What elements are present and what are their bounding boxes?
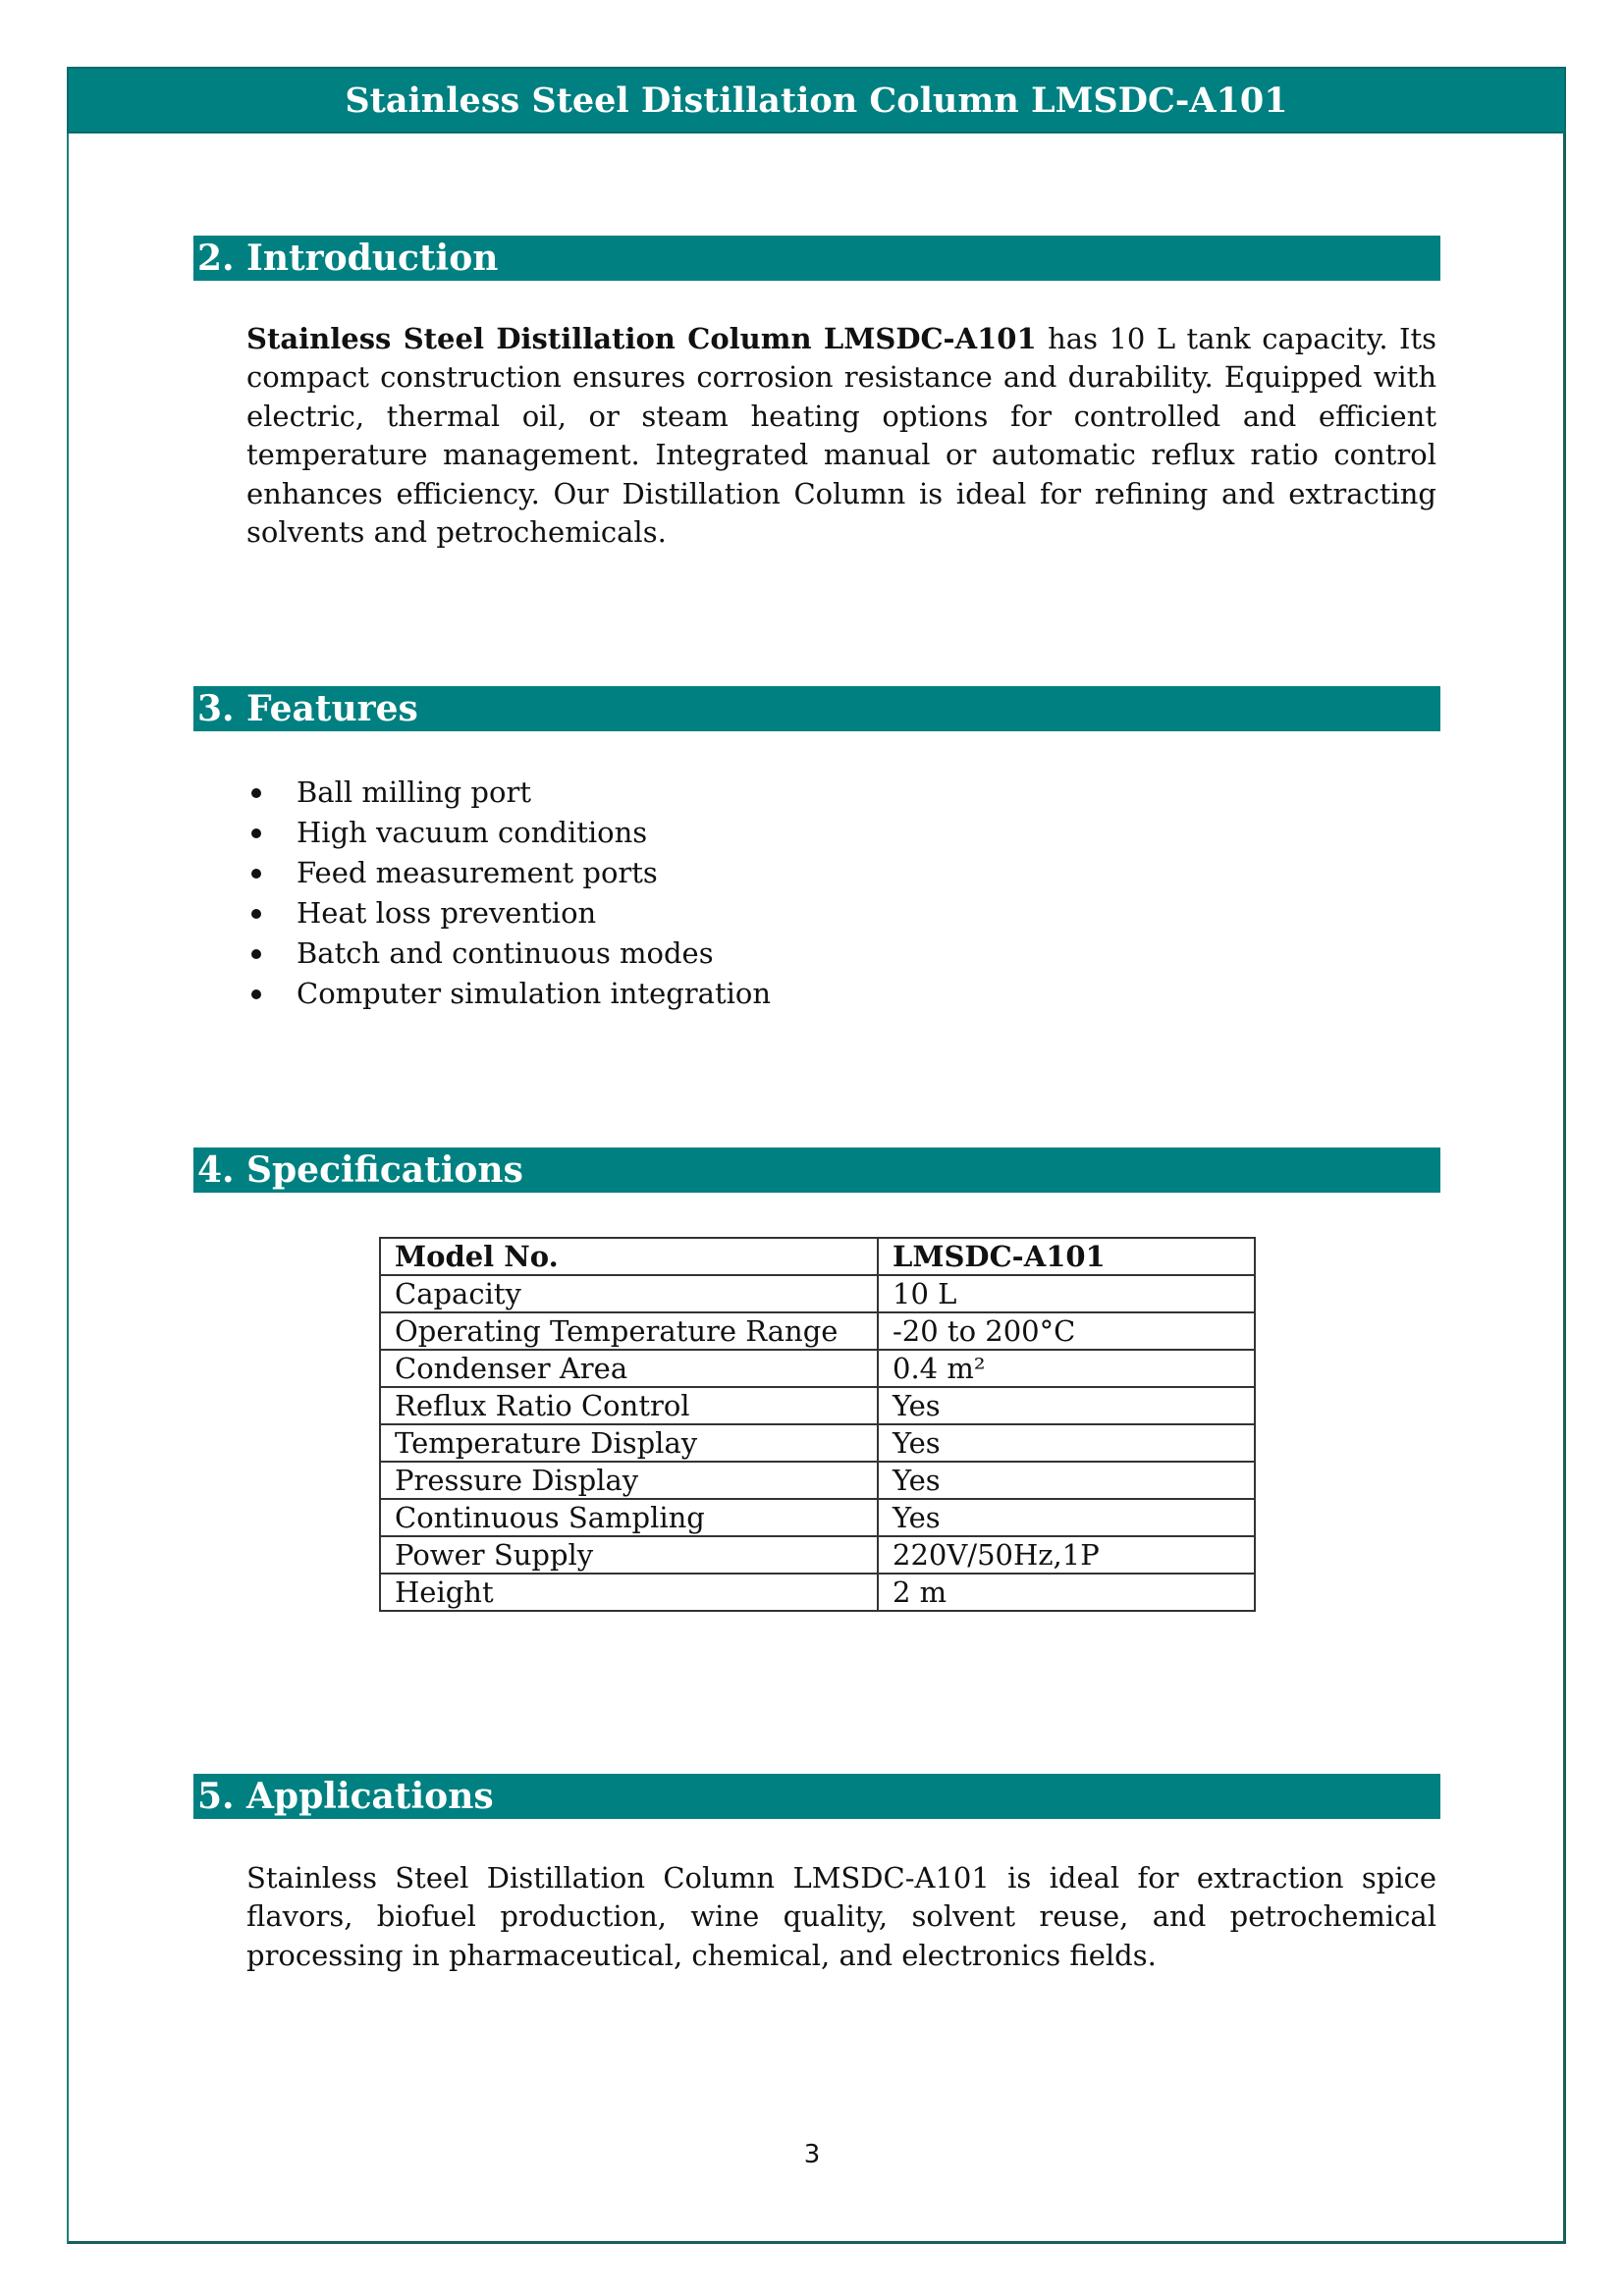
section-title: Introduction [246,238,499,279]
table-row [380,1350,1255,1387]
list-item: High vacuum conditions [246,813,771,853]
section-number: 5. [197,1776,235,1817]
spec-label: Power Supply [380,1536,878,1574]
specifications-table [379,1237,1256,1612]
introduction-lead: Stainless Steel Distillation Column LMSDC-A101 [246,322,1037,355]
spec-label: Reflux Ratio Control [380,1387,878,1424]
section-number: 4. [197,1149,235,1191]
section-title: Specifications [246,1149,523,1191]
list-item: Ball milling port [246,773,771,813]
table-row [380,1275,1255,1312]
spec-value: 10 L [878,1275,1255,1312]
spec-label: Height [380,1574,878,1611]
spec-value: 220V/50Hz,1P [878,1536,1255,1574]
document-title: Stainless Steel Distillation Column LMSDC-A101 [345,80,1288,121]
table-row [380,1536,1255,1574]
spec-value: Yes [878,1499,1255,1536]
spec-label: Capacity [380,1275,878,1312]
spec-value: Yes [878,1387,1255,1424]
section-heading-features [193,686,1440,731]
section-title: Features [246,688,418,729]
spec-value: -20 to 200°C [878,1312,1255,1350]
spec-label: Pressure Display [380,1462,878,1499]
table-row [380,1312,1255,1350]
list-item: Batch and continuous modes [246,934,771,974]
document-title-bar [67,67,1566,133]
list-item: Feed measurement ports [246,853,771,893]
section-number: 3. [197,688,235,729]
features-list [246,773,771,1014]
spec-value: 2 m [878,1574,1255,1611]
bullet-icon [251,828,261,838]
bullet-icon [251,869,261,879]
spec-label: Continuous Sampling [380,1499,878,1536]
table-header-row [380,1238,1255,1275]
table-row [380,1387,1255,1424]
table-row [380,1462,1255,1499]
bullet-icon [251,909,261,919]
section-heading-specifications [193,1148,1440,1193]
table-header-cell: Model No. [380,1238,878,1275]
spec-value: 0.4 m² [878,1350,1255,1387]
bullet-icon [251,989,261,999]
table-row [380,1499,1255,1536]
introduction-body: has 10 L tank capacity. Its compact construction ensures corrosion resistance and durability. Equipped with electric, thermal oil, or steam heating options for controlled and efficient temperature management. Integrated manual or automatic reflux ratio control enhances efficiency. Our Distillation Column is ideal for refining and extracting solvents and petrochemicals. [246,322,1437,550]
section-heading-introduction [193,236,1440,281]
spec-label: Temperature Display [380,1424,878,1462]
spec-value: Yes [878,1462,1255,1499]
introduction-paragraph [246,320,1436,552]
table-header-cell: LMSDC-A101 [878,1238,1255,1275]
list-item: Computer simulation integration [246,974,771,1014]
spec-value: Yes [878,1424,1255,1462]
applications-paragraph: Stainless Steel Distillation Column LMSDC-A101 is ideal for extraction spice flavors, biofuel production, wine quality, solvent reuse, and petrochemical processing in pharmaceutical, chemical, and electronics fields. [246,1861,1436,1972]
section-number: 2. [197,238,235,279]
list-item: Heat loss prevention [246,893,771,934]
section-heading-applications [193,1774,1440,1819]
table-row [380,1574,1255,1611]
table-row [380,1424,1255,1462]
bullet-icon [251,788,261,798]
page-number: 3 [803,2140,821,2169]
spec-label: Condenser Area [380,1350,878,1387]
spec-label: Operating Temperature Range [380,1312,878,1350]
bullet-icon [251,949,261,959]
section-title: Applications [246,1776,494,1817]
